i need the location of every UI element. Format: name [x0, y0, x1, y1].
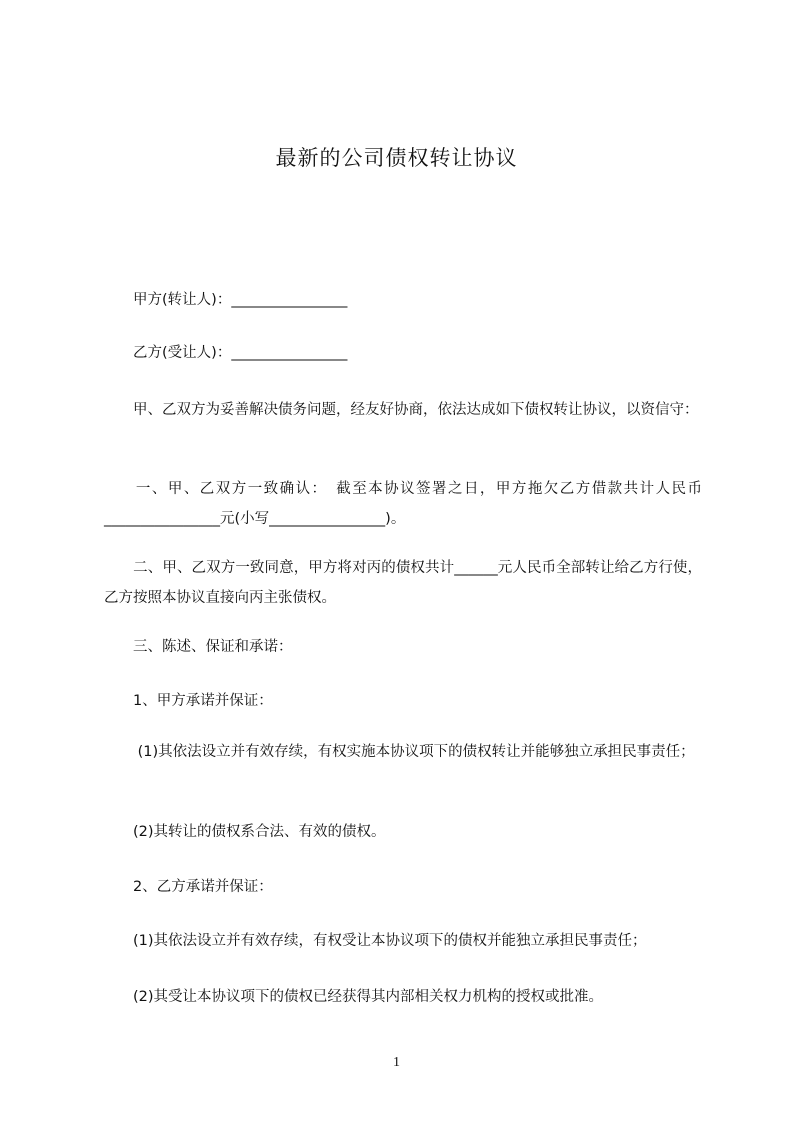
clause-1-paragraph: 一、甲、乙双方一致确认： 截至本协议签署之日，甲方拖欠乙方借款共计人民币________________元(小写________________)。	[104, 481, 702, 527]
party-b-warranty-heading: 2、乙方承诺并保证：	[104, 879, 273, 895]
party-a-warranty-1: (1)其依法设立并有效存续，有权实施本协议项下的债权转让并能够独立承担民事责任；	[104, 744, 695, 760]
document-title: 最新的公司债权转让协议	[275, 146, 518, 170]
clause-2-paragraph: 二、甲、乙双方一致同意，甲方将对丙的债权共计______元人民币全部转让给乙方行使，乙方按照本协议直接向丙主张债权。	[104, 560, 702, 606]
party-b-warranty-2: (2)其受让本协议项下的债权已经获得其内部相关权力机构的授权或批准。	[104, 989, 604, 1005]
party-a-warranty-heading: 1、甲方承诺并保证：	[104, 693, 273, 709]
preamble-paragraph: 甲、乙双方为妥善解决债务问题，经友好协商，依法达成如下债权转让协议，以资信守：	[104, 402, 699, 418]
party-b-warranty-1: (1)其依法设立并有效存续，有权受让本协议项下的债权并能独立承担民事责任；	[104, 933, 647, 949]
party-b-line: 乙方(受让人)：________________	[104, 345, 348, 361]
party-a-line: 甲方(转让人)：________________	[104, 292, 348, 308]
page-number: 1	[393, 1055, 400, 1070]
clause-3-heading: 三、陈述、保证和承诺：	[104, 639, 293, 655]
party-a-warranty-2: (2)其转让的债权系合法、有效的债权。	[104, 824, 386, 840]
